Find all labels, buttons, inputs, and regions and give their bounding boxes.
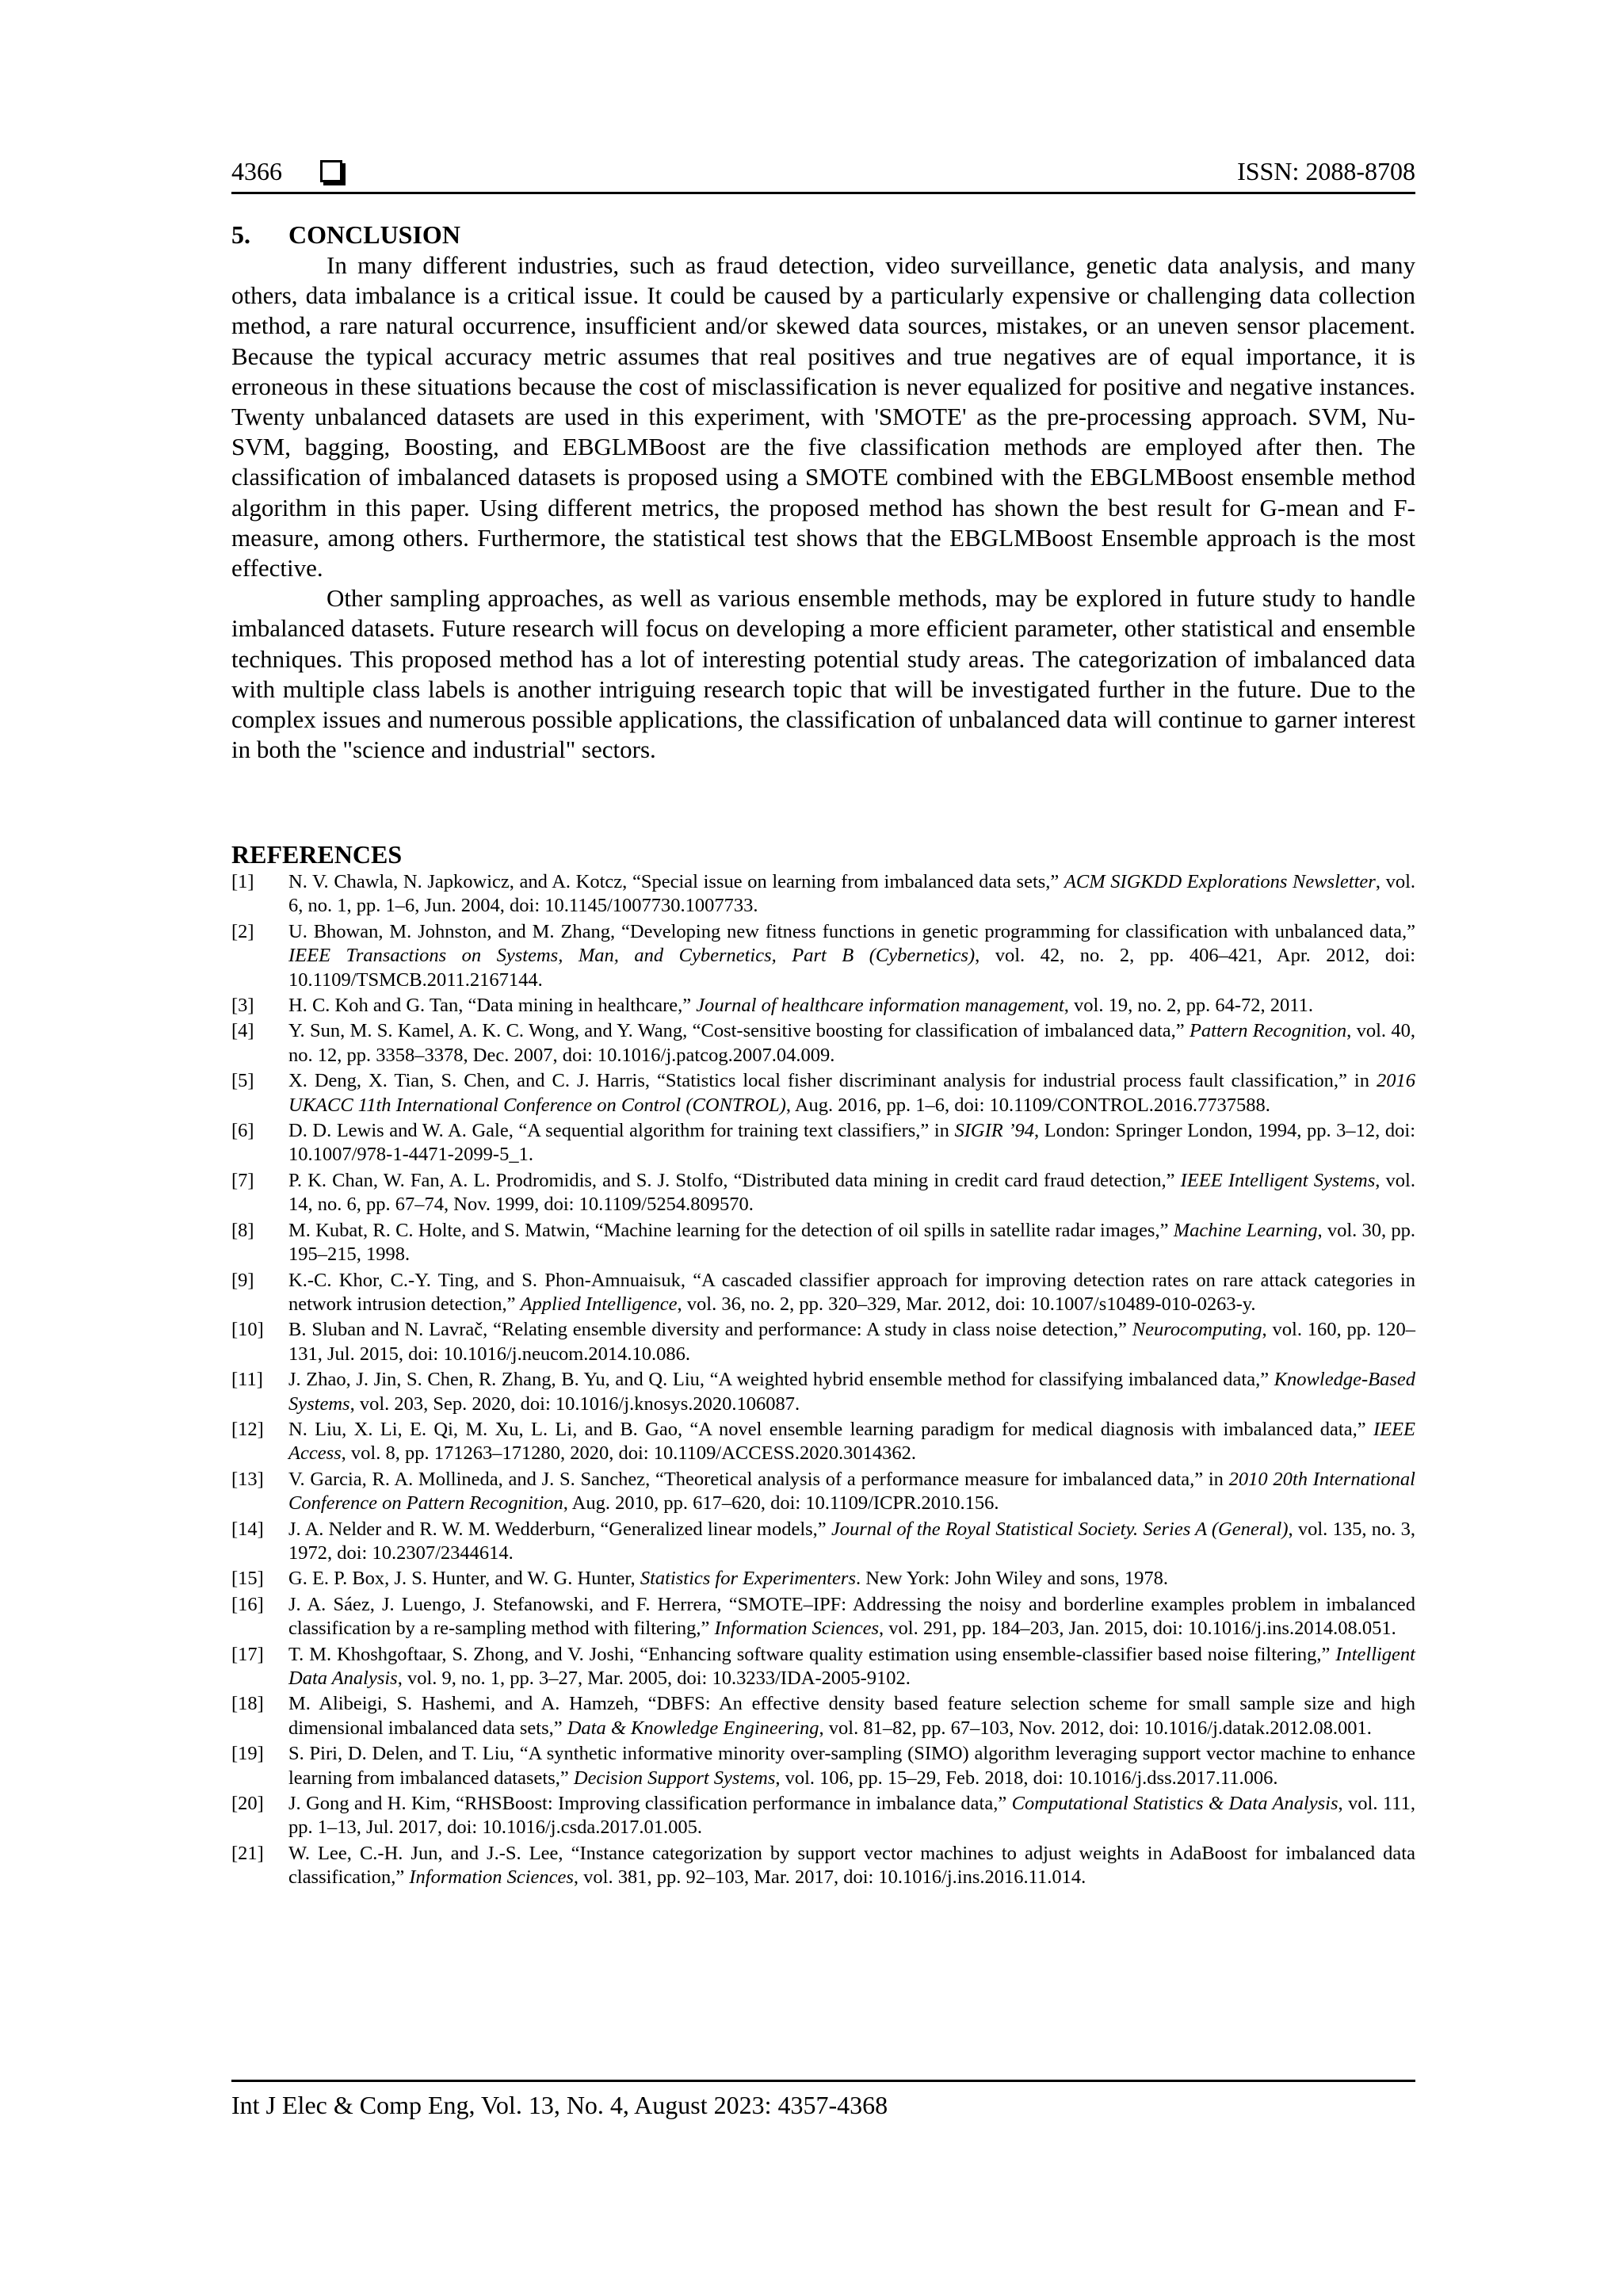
reference-details: , Aug. 2010, pp. 617–620, doi: 10.1109/ICPR.2010.156. [563,1492,999,1515]
reference-item [231,1368,1415,1416]
reference-details: , vol. 8, pp. 171263–171280, 2020, doi: 10.1109/ACCESS.2020.3014362. [341,1442,916,1465]
reference-number: [6] [231,1120,254,1142]
reference-item [231,1593,1415,1641]
reference-venue: ACM SIGKDD Explorations Newsletter [1064,871,1376,892]
issn-label: ISSN: 2088-8708 [1237,157,1415,185]
footer-rule [231,2080,1415,2082]
reference-details: , vol. 42, no. 2, pp. 406–421, Apr. 2012, doi: 10.1109/TSMCB.2011.2167144. [288,945,1415,991]
reference-venue: IEEE Access [288,1418,1415,1465]
reference-item [231,1019,1415,1068]
reference-item [231,1643,1415,1691]
reference-item [231,1567,1415,1591]
reference-venue: Information Sciences [714,1618,880,1640]
reference-details: , Aug. 2016, pp. 1–6, doi: 10.1109/CONTROL.2016.7737588. [785,1094,1270,1116]
references-heading: REFERENCES [231,840,403,869]
section-number: 5. [231,220,250,249]
reference-number: [5] [231,1070,254,1092]
reference-authors-title: K.-C. Khor, C.-Y. Ting, and S. Phon-Amnuaisuk, “A cascaded classifier approach for improving detection rates on rare attack categories in network intrusion detection,” [288,1269,1415,1315]
reference-item [231,920,1415,992]
reference-item [231,1169,1415,1217]
reference-authors-title: J. Gong and H. Kim, “RHSBoost: Improving classification performance in imbalance data,” [288,1793,1012,1815]
reference-venue: Journal of healthcare information management [696,995,1064,1017]
reference-item [231,1269,1415,1317]
reference-venue: 2010 20th International Conference on Pattern Recognition [288,1468,1415,1515]
reference-item [231,994,1415,1018]
reference-details: , vol. 81–82, pp. 67–103, Nov. 2012, doi: 10.1016/j.datak.2012.08.001. [819,1717,1372,1739]
reference-item [231,1119,1415,1167]
reference-details: , vol. 36, no. 2, pp. 320–329, Mar. 2012, doi: 10.1007/s10489-010-0263-y. [677,1293,1256,1315]
reference-details: , vol. 14, no. 6, pp. 67–74, Nov. 1999, doi: 10.1109/5254.809570. [288,1169,1415,1216]
reference-venue: SIGIR ’94 [954,1120,1034,1142]
reference-details: , vol. 30, pp. 195–215, 1998. [288,1219,1415,1266]
reference-number: [9] [231,1269,254,1291]
reference-number: [14] [231,1518,264,1540]
section-title: CONCLUSION [288,220,460,249]
page-number: 4366 [231,157,282,185]
reference-details: , vol. 9, no. 1, pp. 3–27, Mar. 2005, doi: 10.3233/IDA-2005-9102. [397,1668,911,1689]
reference-venue: Knowledge-Based Systems [288,1369,1415,1415]
reference-authors-title: N. V. Chawla, N. Japkowicz, and A. Kotcz, “Special issue on learning from imbalanced data sets,” [288,871,1064,892]
reference-authors-title: J. A. Sáez, J. Luengo, J. Stefanowski, and F. Herrera, “SMOTE–IPF: Addressing the noisy and borderline examples problem in imbalanced classification by a re-sampling method with filtering,” [288,1593,1415,1640]
conclusion-body [231,250,1415,765]
reference-item [231,1318,1415,1366]
reference-details: , vol. 381, pp. 92–103, Mar. 2017, doi: 10.1016/j.ins.2016.11.014. [573,1866,1086,1889]
reference-venue: Computational Statistics & Data Analysis [1011,1793,1338,1815]
reference-authors-title: D. D. Lewis and W. A. Gale, “A sequential algorithm for training text classifiers,” in [288,1120,955,1142]
reference-venue: Pattern Recognition [1189,1020,1347,1042]
reference-number: [15] [231,1568,264,1590]
reference-item [231,1842,1415,1890]
reference-number: [1] [231,871,254,892]
reference-details: , vol. 106, pp. 15–29, Feb. 2018, doi: 10.1016/j.dss.2017.11.006. [775,1767,1278,1789]
section-heading [231,219,460,250]
reference-authors-title: V. Garcia, R. A. Mollineda, and J. S. Sanchez, “Theoretical analysis of a performance measure for imbalanced data,” in [288,1468,1229,1490]
reference-details: , vol. 40, no. 12, pp. 3358–3378, Dec. 2007, doi: 10.1016/j.patcog.2007.04.009. [288,1020,1416,1066]
reference-number: [7] [231,1169,254,1191]
reference-authors-title: N. Liu, X. Li, E. Qi, M. Xu, L. Li, and B. Gao, “A novel ensemble learning paradigm for medical diagnosis with imbalanced data,” [288,1418,1373,1440]
reference-item [231,1219,1415,1267]
reference-number: [21] [231,1842,264,1864]
page-header [231,155,1415,193]
reference-authors-title: G. E. P. Box, J. S. Hunter, and W. G. Hunter, [288,1568,640,1590]
reference-number: [12] [231,1418,264,1440]
reference-number: [19] [231,1743,264,1765]
reference-venue: IEEE Transactions on Systems, Man, and Cybernetics, Part B (Cybernetics) [288,945,976,967]
reference-venue: Intelligent Data Analysis [288,1643,1415,1689]
reference-item [231,1692,1415,1740]
reference-venue: IEEE Intelligent Systems [1180,1169,1376,1191]
reference-venue: Decision Support Systems [573,1767,776,1789]
reference-details: , vol. 203, Sep. 2020, doi: 10.1016/j.knosys.2020.106087. [349,1392,800,1415]
checkbox-square-icon [320,160,342,182]
reference-number: [16] [231,1593,264,1615]
reference-venue: Data & Knowledge Engineering [567,1717,819,1739]
reference-venue: Neurocomputing [1132,1319,1262,1341]
reference-item [231,1069,1415,1117]
reference-number: [2] [231,920,254,942]
reference-number: [18] [231,1693,264,1715]
reference-authors-title: T. M. Khoshgoftaar, S. Zhong, and V. Joshi, “Enhancing software quality estimation using ensemble-classifier based noise filtering,” [288,1643,1336,1665]
reference-authors-title: M. Alibeigi, S. Hashemi, and A. Hamzeh, “DBFS: An effective density based feature selection scheme for small sample size and high dimensional imbalanced data sets,” [288,1693,1415,1739]
reference-details: , vol. 19, no. 2, pp. 64-72, 2011. [1064,995,1313,1017]
reference-number: [3] [231,995,254,1017]
reference-details: , vol. 111, pp. 1–13, Jul. 2017, doi: 10.1016/j.csda.2017.01.005. [288,1793,1415,1839]
reference-item [231,1792,1415,1840]
reference-authors-title: P. K. Chan, W. Fan, A. L. Prodromidis, and S. J. Stolfo, “Distributed data mining in credit card fraud detection,” [288,1169,1181,1191]
reference-number: [8] [231,1219,254,1241]
reference-venue: 2016 UKACC 11th International Conference on Control (CONTROL) [288,1070,1415,1116]
reference-venue: Applied Intelligence [520,1293,678,1315]
reference-number: [20] [231,1793,264,1815]
reference-item [231,1518,1415,1566]
reference-item [231,870,1415,919]
reference-details: , vol. 135, no. 3, 1972, doi: 10.2307/2344614. [288,1518,1415,1564]
reference-venue: Statistics for Experimenters [640,1568,857,1590]
page-footer: Int J Elec & Comp Eng, Vol. 13, No. 4, August 2023: 4357-4368 [231,2091,888,2119]
reference-number: [11] [231,1369,263,1391]
paragraph: In many different industries, such as fraud detection, video surveillance, genetic data analysis, and many others, data imbalance is a critical issue. It could be caused by a particularly expensive or challenging data collection method, a rare natural occurrence, insufficient and/or skewed data sources, mistakes, or an uneven sensor placement. Because the typical accuracy metric assumes that real positives and true negatives are of equal importance, it is erroneous in these situations because the cost of misclassification is never equalized for positive and negative instances. Twenty unbalanced datasets are used in this experiment, with 'SMOTE' as the pre-processing approach. SVM, Nu-SVM, bagging, Boosting, and EBGLMBoost are the five classification methods are employed after then. The classification of imbalanced datasets is proposed using a SMOTE combined with the EBGLMBoost ensemble method algorithm in this paper. Using different metrics, the proposed method has shown the best result for G-mean and F-measure, among others. Furthermore, the statistical test shows that the EBGLMBoost Ensemble approach is the most effective. [231,251,1415,583]
paragraph: Other sampling approaches, as well as various ensemble methods, may be explored in future study to handle imbalanced datasets. Future research will focus on developing a more efficient parameter, other statistical and ensemble techniques. This proposed method has a lot of interesting potential study areas. The categorization of imbalanced data with multiple class labels is another intriguing research topic that will be investigated further in the future. Due to the complex issues and numerous possible applications, the classification of unbalanced data will continue to garner interest in both the "science and industrial" sectors. [231,584,1415,764]
reference-authors-title: J. Zhao, J. Jin, S. Chen, R. Zhang, B. Yu, and Q. Liu, “A weighted hybrid ensemble method for classifying imbalanced data,” [288,1369,1274,1391]
reference-number: [10] [231,1319,264,1341]
reference-number: [17] [231,1643,264,1665]
reference-authors-title: W. Lee, C.-H. Jun, and J.-S. Lee, “Instance categorization by support vector machines to adjust weights in AdaBoost for imbalanced data classification,” [288,1842,1415,1889]
reference-details: , London: Springer London, 1994, pp. 3–12, doi: 10.1007/978-1-4471-2099-5_1. [288,1120,1415,1166]
references-list [231,870,1415,1892]
reference-item [231,1418,1415,1466]
reference-item [231,1468,1415,1516]
reference-venue: Information Sciences [409,1866,574,1889]
reference-details: , vol. 6, no. 1, pp. 1–6, Jun. 2004, doi: 10.1145/1007730.1007733. [288,871,1416,917]
reference-authors-title: M. Kubat, R. C. Holte, and S. Matwin, “Machine learning for the detection of oil spills in satellite radar images,” [288,1219,1174,1241]
reference-authors-title: U. Bhowan, M. Johnston, and M. Zhang, “Developing new fitness functions in genetic programming for classification with unbalanced data,” [288,920,1415,942]
reference-venue: Machine Learning [1173,1219,1318,1241]
reference-details: , vol. 291, pp. 184–203, Jan. 2015, doi: 10.1016/j.ins.2014.08.051. [879,1618,1396,1640]
reference-authors-title: S. Piri, D. Delen, and T. Liu, “A synthetic informative minority over-sampling (SIMO) algorithm leveraging support vector machine to enhance learning from imbalanced datasets,” [288,1743,1415,1789]
reference-item [231,1742,1415,1790]
header-rule [231,192,1415,194]
reference-authors-title: Y. Sun, M. S. Kamel, A. K. C. Wong, and Y. Wang, “Cost-sensitive boosting for classification of imbalanced data,” [288,1020,1190,1042]
reference-authors-title: J. A. Nelder and R. W. M. Wedderburn, “Generalized linear models,” [288,1518,831,1540]
reference-authors-title: B. Sluban and N. Lavrač, “Relating ensemble diversity and performance: A study in class noise detection,” [288,1319,1132,1341]
reference-details: . New York: John Wiley and sons, 1978. [856,1568,1168,1590]
reference-number: [4] [231,1020,254,1042]
reference-details: , vol. 160, pp. 120–131, Jul. 2015, doi: 10.1016/j.neucom.2014.10.086. [288,1319,1415,1365]
reference-number: [13] [231,1468,264,1490]
reference-authors-title: X. Deng, X. Tian, S. Chen, and C. J. Harris, “Statistics local fisher discriminant analysis for industrial process fault classification,” in [288,1070,1377,1092]
reference-authors-title: H. C. Koh and G. Tan, “Data mining in healthcare,” [288,995,697,1017]
reference-venue: Journal of the Royal Statistical Society. Series A (General) [831,1518,1289,1540]
